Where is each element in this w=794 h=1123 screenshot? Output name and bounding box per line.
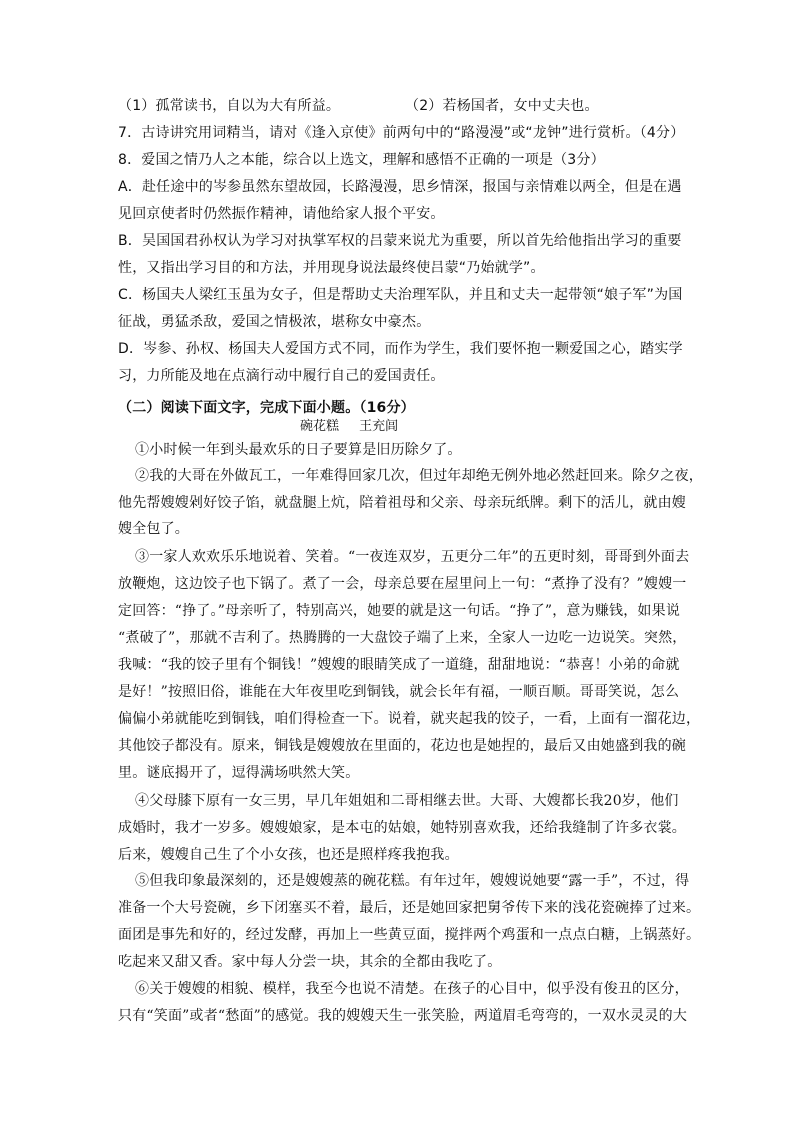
passage-line: 面团是事先和好的，经过发酵，再加上一些黄豆面，搅拌两个鸡蛋和一点点白糖，上锅蒸好。 bbox=[118, 927, 701, 943]
option-c-line-2: 征战，勇猛杀敌，爱国之情极浓，堪称女中豪杰。 bbox=[118, 314, 431, 330]
passage-line: ④父母膝下原有一女三男，早几年姐姐和二哥相继去世。大哥、大嫂都长我20岁，他们 bbox=[135, 793, 679, 809]
question-6-row bbox=[118, 96, 678, 116]
option-a-line-2: 见回京使者时仍然振作精神，请他给家人报个平安。 bbox=[118, 206, 445, 222]
section-2-heading: （二）阅读下面文字，完成下面小题。（16分） bbox=[118, 400, 415, 416]
question-6-part-1: （1）孤常读书，自以为大有所益。 bbox=[118, 98, 341, 114]
question-7: 7．古诗讲究用词精当，请对《逢入京使》前两句中的“路漫漫”或“龙钟”进行赏析。（4分） bbox=[118, 125, 685, 141]
passage-line: 里。谜底揭开了，逗得满场哄然大笑。 bbox=[118, 765, 360, 781]
passage-line: 定回答：“挣了。”母亲听了，特别高兴，她要的就是这一句话。“挣了”，意为赚钱，如果说 bbox=[118, 603, 681, 619]
passage-line: ⑤但我印象最深刻的，还是嫂嫂蒸的碗花糕。有年过年，嫂嫂说她要“露一手”，不过，得 bbox=[135, 873, 690, 889]
passage-line: ①小时候一年到头最欢乐的日子要算是旧历除夕了。 bbox=[135, 442, 462, 458]
article-title: 碗花糕 bbox=[300, 419, 340, 434]
passage-line: 我喊：“我的饺子里有个铜钱！”嫂嫂的眼睛笑成了一道缝，甜甜地说：“恭喜！小弟的命就 bbox=[118, 657, 680, 673]
article-author: 王充闾 bbox=[359, 419, 399, 434]
article-title-row bbox=[300, 418, 560, 436]
passage-line: 放鞭炮，这边饺子也下锅了。煮了一会，母亲总要在屋里问上一句：“煮挣了没有？”嫂嫂一 bbox=[118, 576, 687, 592]
option-d-line-2: 习，力所能及地在点滴行动中履行自己的爱国责任。 bbox=[118, 368, 445, 384]
passage-line: 后来，嫂嫂自己生了个小女孩，也还是照样疼我抱我。 bbox=[118, 847, 459, 863]
passage-line: 嫂全包了。 bbox=[118, 521, 189, 537]
passage-line: ②我的大哥在外做瓦工，一年难得回家几次，但过年却绝无例外地必然赶回来。除夕之夜， bbox=[135, 468, 703, 484]
option-a-line-1: A．赴任途中的岑参虽然东望故园，长路漫漫，思乡情深，报国与亲情难以两全，但是在遇 bbox=[118, 179, 682, 195]
passage-line: 偏偏小弟就能吃到铜钱，咱们得检查一下。说着，就夹起我的饺子，一看，上面有一溜花边， bbox=[118, 711, 701, 727]
passage-line: 只有“笑面”或者“愁面”的感觉。我的嫂嫂天生一张笑脸，两道眉毛弯弯的，一双水灵灵的大 bbox=[118, 1008, 688, 1024]
passage-line: 其他饺子都没有。原来，铜钱是嫂嫂放在里面的，花边也是她捏的，最后又由她盛到我的碗 bbox=[118, 738, 686, 754]
option-b-line-1: B．吴国国君孙权认为学习对执掌军权的吕蒙来说尤为重要，所以首先给他指出学习的重要 bbox=[118, 233, 682, 249]
passage-line: 吃起来又甜又香。家中每人分尝一块，其余的全都由我吃了。 bbox=[118, 954, 502, 970]
passage-line: ③一家人欢欢乐乐地说着、笑着。“一夜连双岁，五更分二年”的五更时刻，哥哥到外面去 bbox=[135, 549, 690, 565]
question-8: 8．爱国之情乃人之本能，综合以上选文，理解和感悟不正确的一项是（3分） bbox=[118, 152, 605, 168]
option-b-line-2: 性，又指出学习目的和方法，并用现身说法最终使吕蒙“乃始就学”。 bbox=[118, 260, 545, 276]
passage-line: 成婚时，我才一岁多。嫂嫂娘家，是本屯的姑娘，她特别喜欢我，还给我缝制了许多衣裳。 bbox=[118, 820, 686, 836]
option-c-line-1: C．杨国夫人梁红玉虽为女子，但是帮助丈夫治理军队，并且和丈夫一起带领“娘子军”为国 bbox=[118, 287, 683, 303]
passage-line: 准备一个大号瓷碗，乡下闭塞买不着，最后，还是她回家把舅爷传下来的浅花瓷碗捧了过来。 bbox=[118, 900, 701, 916]
passage-line: 是好！”按照旧俗，谁能在大年夜里吃到铜钱，就会长年有福，一顺百顺。哥哥笑说，怎么 bbox=[118, 684, 680, 700]
passage-line: “煮破了”，那就不吉利了。热腾腾的一大盘饺子端了上来，全家人一边吃一边说笑。突然， bbox=[118, 630, 687, 646]
question-6-part-2: （2）若杨国者，女中丈夫也。 bbox=[405, 98, 599, 114]
passage-line: ⑥关于嫂嫂的相貌、模样，我至今也说不清楚。在孩子的心目中，似乎没有俊丑的区分， bbox=[135, 981, 689, 997]
passage-line: 他先帮嫂嫂剁好饺子馅，就盘腿上炕，陪着祖母和父亲、母亲玩纸牌。剩下的活儿，就由嫂 bbox=[118, 495, 686, 511]
option-d-line-1: D．岑参、孙权、杨国夫人爱国方式不同，而作为学生，我们要怀抱一颗爱国之心，踏实学 bbox=[118, 341, 683, 357]
